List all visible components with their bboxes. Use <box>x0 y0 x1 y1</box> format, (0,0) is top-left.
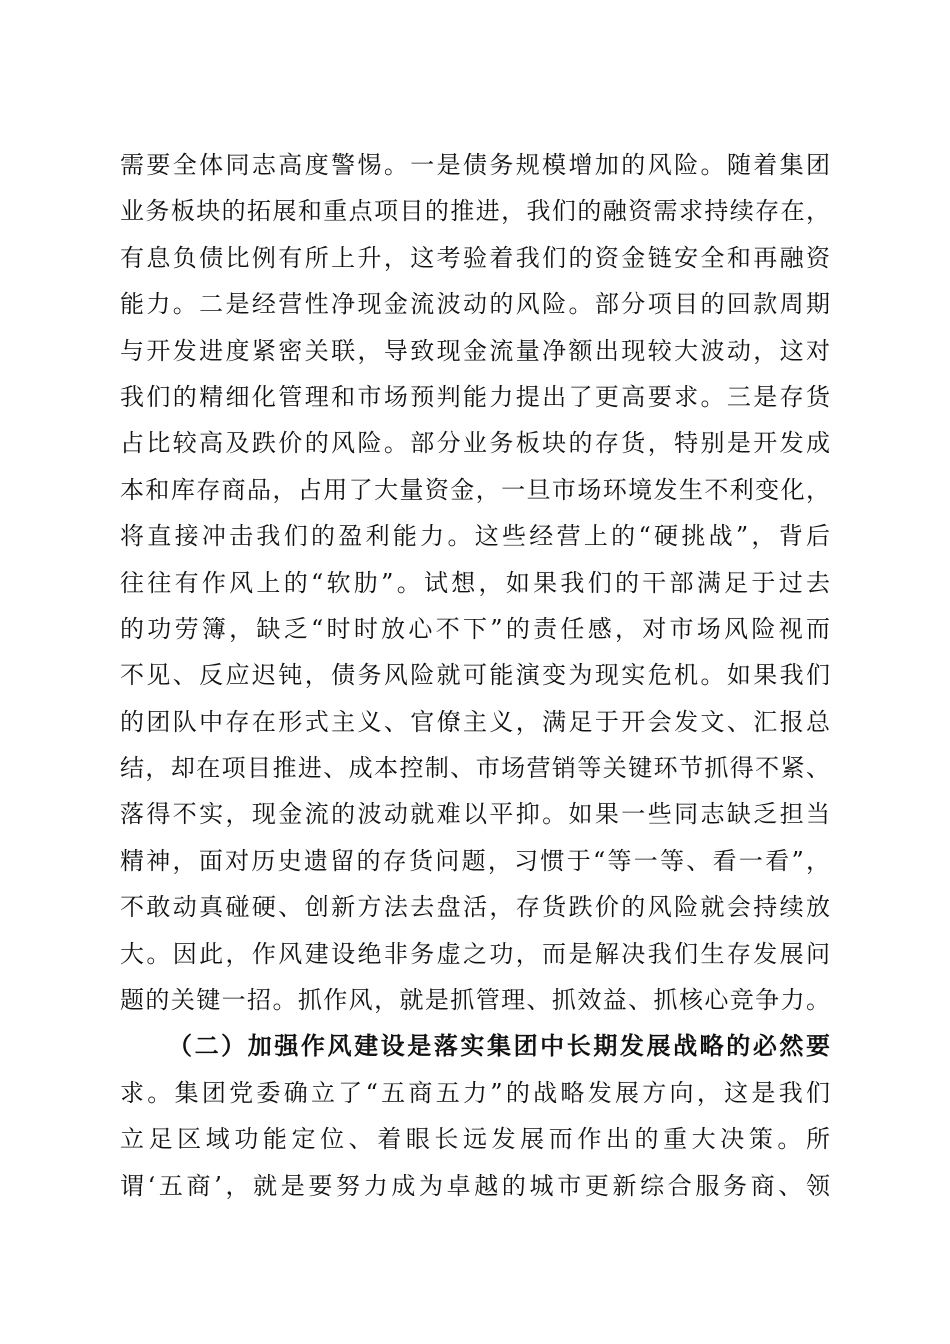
text-line: 有息负债比例有所上升，这考验着我们的资金链安全和再融资 <box>120 243 830 272</box>
text-line: 结，却在项目推进、成本控制、市场营销等关键环节抓得不紧、 <box>120 754 830 783</box>
text-line: 不敢动真碰硬、创新方法去盘活，存货跌价的风险就会持续放 <box>120 893 830 922</box>
text-line: 不见、反应迟钝，债务风险就可能演变为现实危机。如果我们 <box>120 661 830 690</box>
text-line: 题的关键一招。抓作风，就是抓管理、抓效益、抓核心竞争力。 <box>120 986 830 1015</box>
text-line: 本和库存商品，占用了大量资金，一旦市场环境发生不利变化， <box>120 475 830 504</box>
text-line: 业务板块的拓展和重点项目的推进，我们的融资需求持续存在， <box>120 197 830 226</box>
text-line: 将直接冲击我们的盈利能力。这些经营上的“硬挑战”，背后 <box>120 522 830 551</box>
text-line: 谓‘五商’，就是要努力成为卓越的城市更新综合服务商、领 <box>120 1171 830 1200</box>
text-line: 落得不实，现金流的波动就难以平抑。如果一些同志缺乏担当 <box>120 800 830 829</box>
text-line: 占比较高及跌价的风险。部分业务板块的存货，特别是开发成 <box>120 429 830 458</box>
text-line: 往往有作风上的“软肋”。试想，如果我们的干部满足于过去 <box>120 568 830 597</box>
text-line: 大。因此，作风建设绝非务虚之功，而是解决我们生存发展问 <box>120 939 830 968</box>
document-body <box>120 142 830 1209</box>
text-line: 精神，面对历史遗留的存货问题，习惯于“等一等、看一看”， <box>120 846 830 875</box>
text-line: 能力。二是经营性净现金流波动的风险。部分项目的回款周期 <box>120 290 830 319</box>
text-line: 立足区域功能定位、着眼长远发展而作出的重大决策。所 <box>120 1125 830 1154</box>
text-line: 我们的精细化管理和市场预判能力提出了更高要求。三是存货 <box>120 382 830 411</box>
section-heading: （二）加强作风建设是落实集团中长期发展战略的必然要 <box>168 1031 830 1061</box>
text-line: 求。集团党委确立了“五商五力”的战略发展方向，这是我们 <box>120 1078 830 1107</box>
text-line: 的团队中存在形式主义、官僚主义，满足于开会发文、汇报总 <box>120 707 830 736</box>
text-line: 与开发进度紧密关联，导致现金流量净额出现较大波动，这对 <box>120 336 830 365</box>
text-line: 需要全体同志高度警惕。一是债务规模增加的风险。随着集团 <box>120 151 830 179</box>
text-line: 的功劳簿，缺乏“时时放心不下”的责任感，对市场风险视而 <box>120 614 830 643</box>
